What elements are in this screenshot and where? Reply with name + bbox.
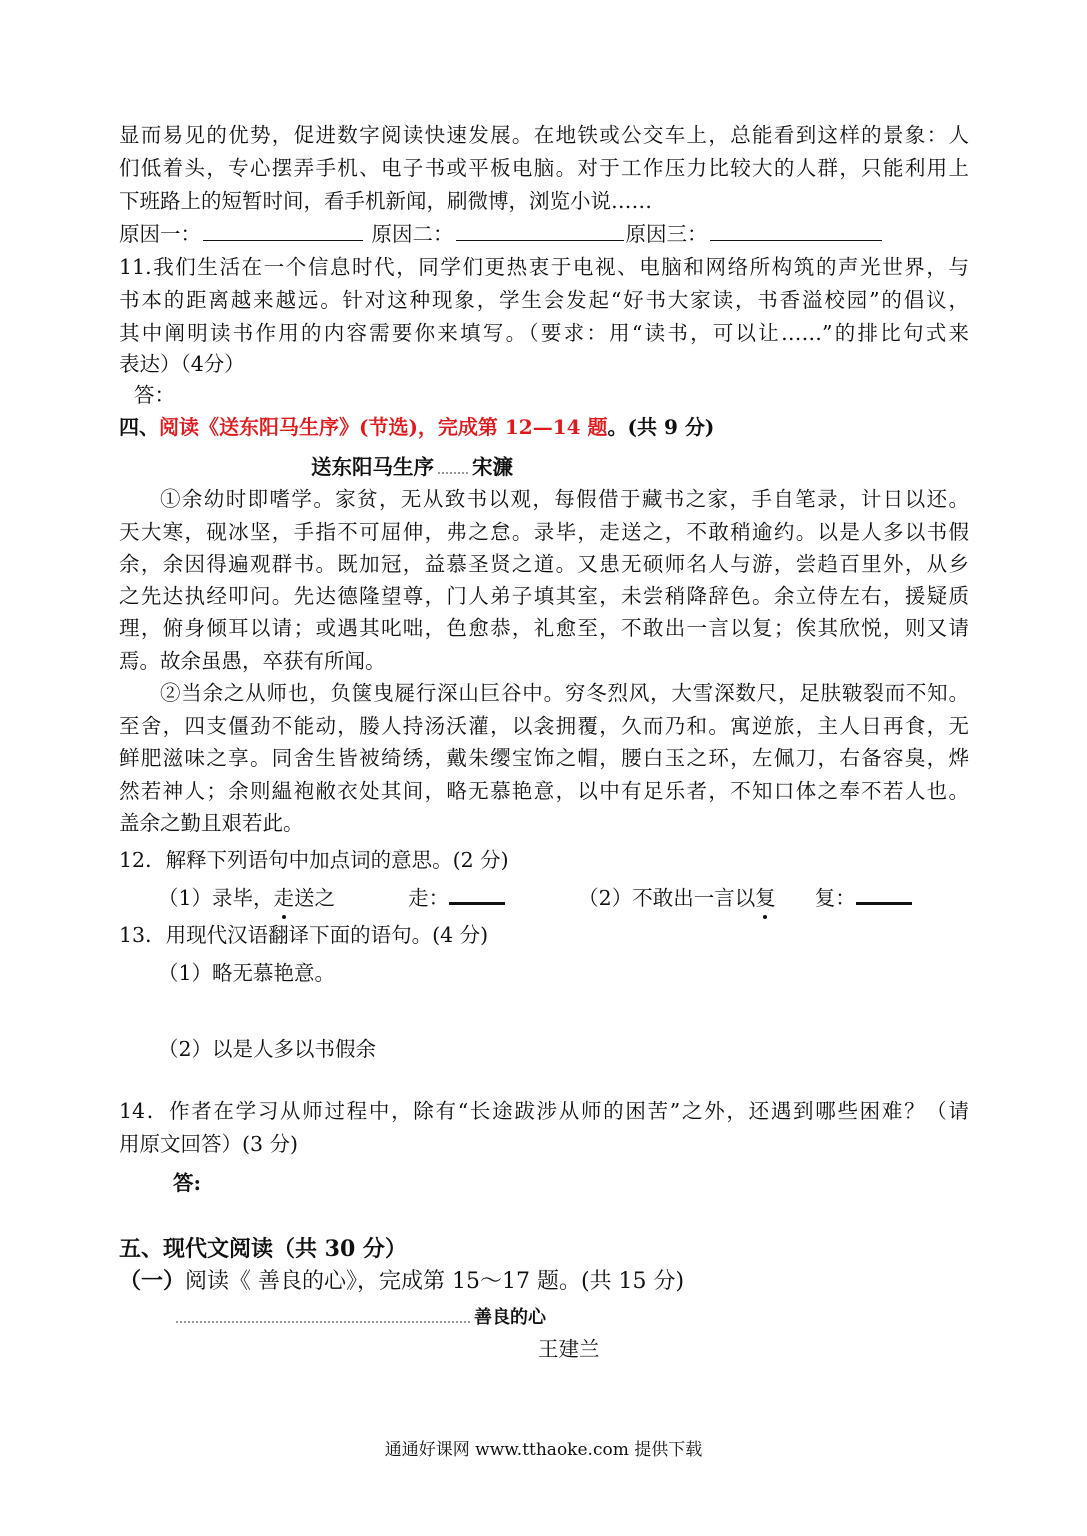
reason-1-label: 原因一：: [119, 222, 201, 246]
classical-line: 之先达执经叩问。先达德隆望尊，门人弟子填其室，未尝稍降辞色。余立侍左右，援疑质: [119, 584, 969, 608]
classical-title: 送东阳马生序: [311, 455, 434, 479]
q11-line: 其中阐明读书作用的内容需要你来填写。（要求：用“读书，可以让……”的排比句式来: [119, 321, 969, 345]
reason-3-label: 原因三：: [625, 222, 708, 246]
q12-item1-dotted-word: 走: [274, 883, 295, 913]
q14-answer-label: 答:: [173, 1171, 202, 1195]
section-5-heading: 五、现代文阅读（共 30 分）: [119, 1236, 407, 1262]
reason-2-blank[interactable]: [456, 220, 624, 241]
classical-line: 然若神人；余则緼袍敝衣处其间，略无慕艳意，以中有足乐者，不知口体之奉不若人也。: [119, 779, 969, 803]
classical-line: 至舍，四支僵劲不能动，媵人持汤沃灌，以衾拥覆，久而乃和。寓逆旅，主人日再食，无: [119, 714, 969, 738]
article-title-leader: [176, 1307, 470, 1323]
q11-line: 11.我们生活在一个信息时代，同学们更热衷于电视、电脑和网络所构筑的声光世界，与: [119, 255, 969, 279]
article-title: 善良的心: [474, 1307, 546, 1328]
q12-item2-label: 复：: [814, 886, 856, 910]
section-4-heading-red: 阅读《送东阳马生序》(节选)，完成第 12—14 题: [159, 415, 608, 439]
q12-item2-dotted-word: 复: [755, 883, 776, 913]
q13-stem: 13．用现代汉语翻译下面的语句。(4 分): [119, 923, 489, 947]
classical-line: 焉。故余虽愚，卒获有所闻。: [119, 649, 386, 673]
reason-1-blank[interactable]: [203, 220, 363, 241]
section-5-sub-number: （一）: [119, 1268, 186, 1294]
classical-line: 鲜肥滋味之享。同舍生皆被绮绣，戴朱缨宝饰之帽，腰白玉之环，左佩刀，右备容臭，烨: [119, 746, 969, 770]
q13-item2: （2）以是人多以书假余: [158, 1037, 377, 1061]
q11-answer-label: 答：: [134, 383, 175, 407]
q12-item1-post: 送之: [294, 886, 336, 910]
classical-author: 宋濂: [472, 455, 513, 479]
q11-line: 表达）（4分）: [119, 352, 245, 376]
q12-item1-blank[interactable]: [449, 882, 505, 905]
classical-line: 天大寒，砚冰坚，手指不可屈伸，弗之怠。录毕，走送之，不敢稍逾约。以是人多以书假: [119, 520, 969, 544]
q12-item2-pre: （2）不敢出一言以: [578, 886, 756, 910]
section-5-sub: [119, 1266, 969, 1297]
q12-items: [158, 882, 969, 913]
article-title-line: [176, 1301, 969, 1333]
classical-line: ②当余之从师也，负箧曳屣行深山巨谷中。穷冬烈风，大雪深数尺，足肤皲裂而不知。: [160, 681, 969, 705]
passage-line: 显而易见的优势，促进数字阅读快速发展。在地铁或公交车上，总能看到这样的景象：人: [119, 123, 969, 147]
section-4-heading: [119, 412, 969, 442]
classical-line: 理，俯身倾耳以请；或遇其叱咄，色愈恭，礼愈至，不敢出一言以复；俟其欣悦，则又请: [119, 616, 969, 640]
q12-item1-pre: （1）录毕，: [158, 886, 274, 910]
classical-title-line: [311, 452, 969, 482]
classical-line: 余，余因得遍观群书。既加冠，益慕圣贤之道。又患无硕师名人与游，尝趋百里外，从乡: [119, 552, 969, 576]
reason-3-blank[interactable]: [710, 220, 882, 241]
q12-item2-blank[interactable]: [856, 882, 912, 905]
q14-line: 14．作者在学习从师过程中，除有“长途跋涉从师的困苦”之外，还遇到哪些困难？（请: [119, 1099, 969, 1123]
classical-line: 盖余之勤且艰若此。: [119, 811, 304, 835]
section-5-sub-text: 阅读《 善良的心》，完成第 15～17 题。(共 15 分): [185, 1269, 685, 1294]
article-author: 王建兰: [538, 1337, 600, 1361]
passage-line: 下班路上的短暂时间，看手机新闻，刷微博，浏览小说……: [119, 189, 652, 213]
q11-line: 书本的距离越来越远。针对这种现象，学生会发起“好书大家读，书香溢校园”的倡议，: [119, 288, 969, 312]
passage-line: 们低着头，专心摆弄手机、电子书或平板电脑。对于工作压力比较大的人群，只能利用上: [119, 156, 969, 180]
section-4-prefix: 四、: [119, 415, 159, 439]
section-4-suffix: 。(共 9 分): [607, 415, 715, 439]
page-footer: 通通好课网 www.tthaoke.com 提供下载: [384, 1440, 703, 1460]
q12-item1-label: 走：: [408, 886, 450, 910]
q13-item1: （1）略无慕艳意。: [158, 961, 336, 985]
title-leader: [438, 458, 468, 474]
classical-line: ①余幼时即嗜学。家贫，无从致书以观，每假借于藏书之家，手自笔录，计日以还。: [160, 487, 969, 511]
q14-line: 用原文回答）(3 分): [119, 1132, 299, 1156]
reason-2-label: 原因二：: [371, 222, 454, 246]
q12-stem: 12．解释下列语句中加点词的意思。(2 分): [119, 848, 509, 872]
reasons-line: [119, 219, 969, 249]
